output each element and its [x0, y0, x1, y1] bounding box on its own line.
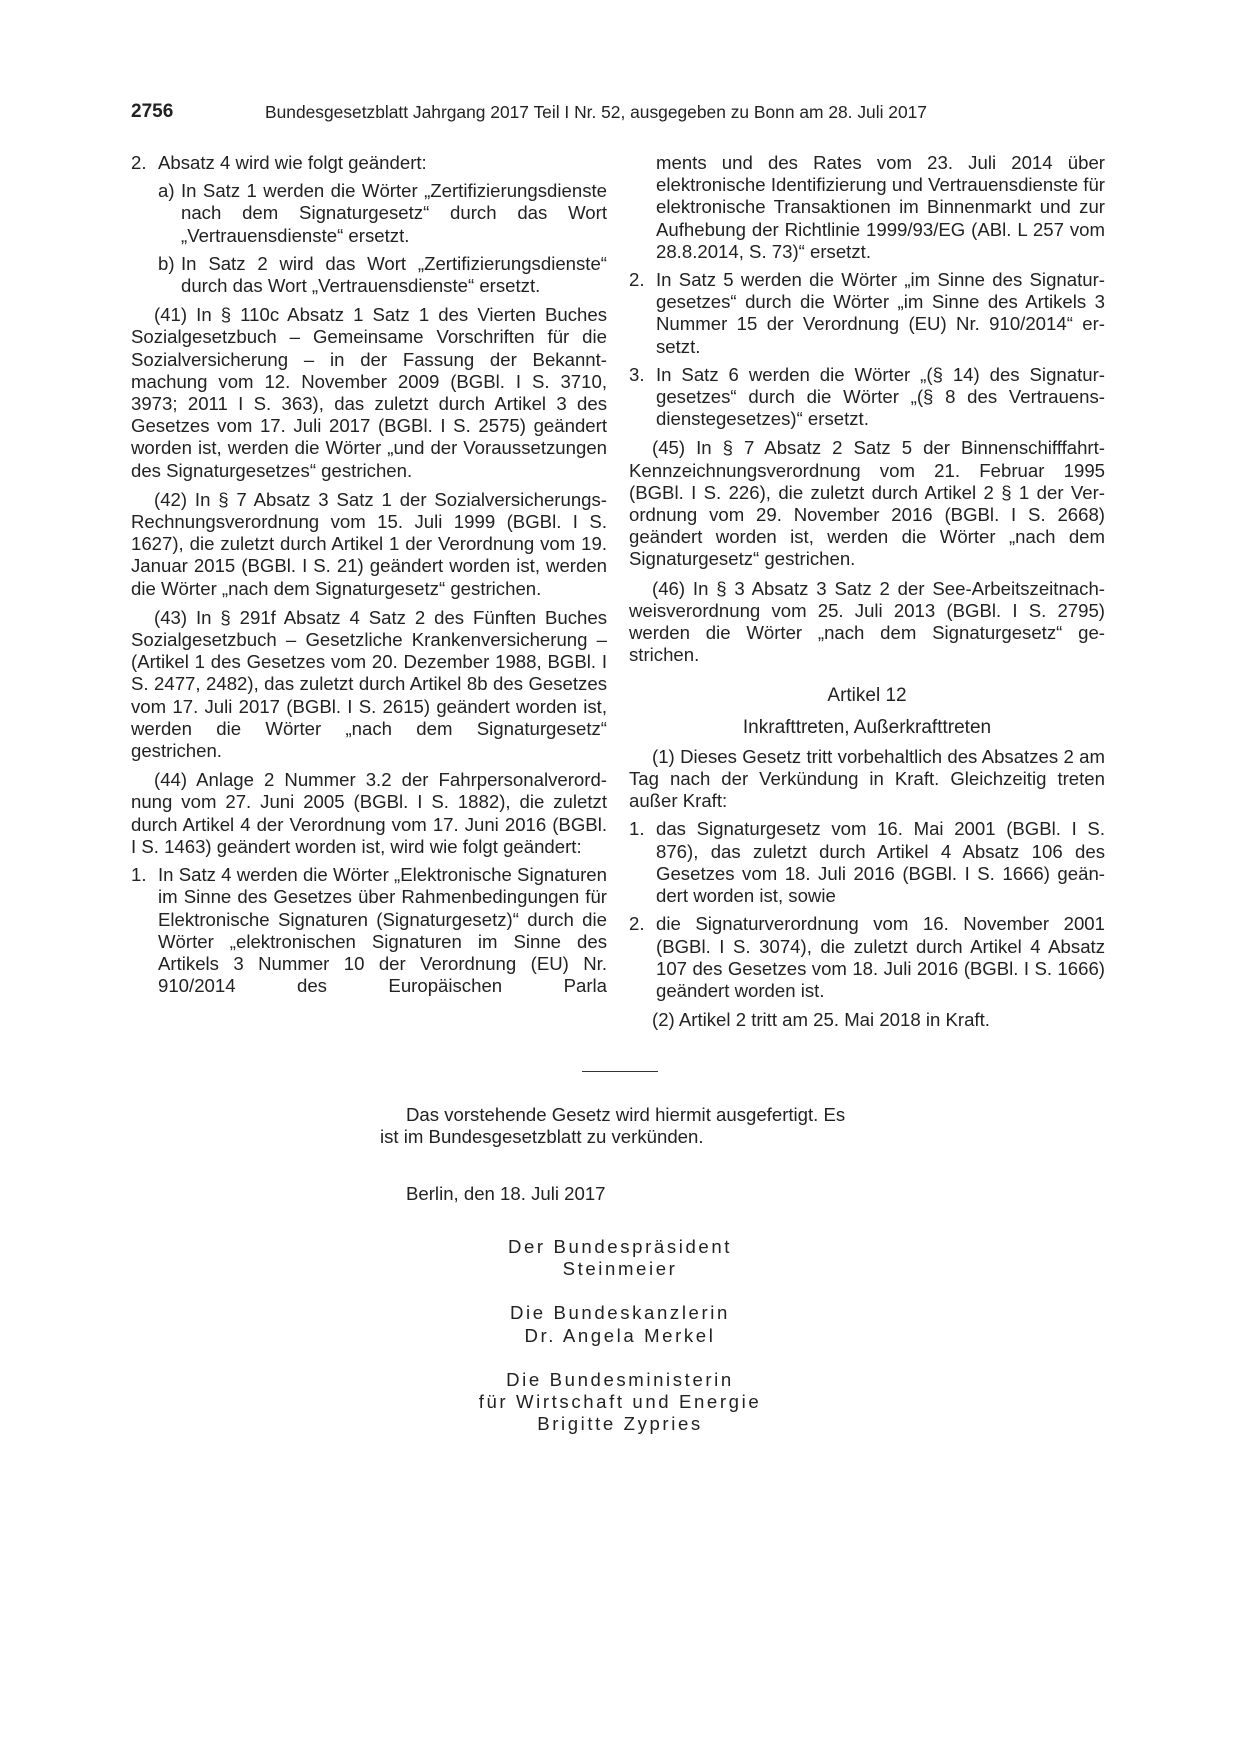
sub-item-text: In Satz 2 wird das Wort „Zertifizierungsdienste“ durch das Wort „Vertrauensdienste“ ersetzt.: [181, 252, 607, 297]
sub-item: [131, 253, 607, 297]
list-item-continued: [629, 152, 1105, 263]
list-item: [629, 364, 1105, 431]
paragraph-41: (41) In § 110c Absatz 1 Satz 1 des Vierten Buches Sozialgesetzbuch – Gemeinsame Vorschriften für die Sozialversicherung – in der Fassung der Bekanntmachung vom 12. November 2009 (BGBl. I S. 3710, 3973; 2011 I S. 363), das zuletzt durch Artikel 3 des Gesetzes vom 17. Juli 2017 (BGBl. I S. 2575) geändert worden ist, werden die Wörter „und der Voraussetzungen des Signaturgesetzes“ gestrichen.: [131, 304, 607, 481]
signatory: [420, 1302, 820, 1346]
item-text: In Satz 5 werden die Wörter „im Sinne des Signaturgesetzes“ durch die Wörter „im Sinne des Artikels 3 Nummer 15 der Verordnung (EU) Nr. 910/2014“ ersetzt.: [656, 269, 1105, 357]
item-number: 3.: [629, 363, 645, 385]
paragraph-42: (42) In § 7 Absatz 3 Satz 1 der Sozialversicherungs-Rechnungsverordnung vom 15. Juli 1999 (BGBl. I S. 1627), die zuletzt durch Artikel 1 der Verordnung vom 19. Januar 2015 (BGBl. I S. 21) geändert worden ist, werden die Wörter „nach dem Signaturgesetz“ gestrichen.: [131, 488, 607, 599]
page-number: 2756: [131, 101, 174, 122]
left-column: [131, 152, 607, 997]
item-text: In Satz 4 werden die Wörter „Elektronische Signaturen im Sinne des Gesetzes über Rahmenbedingungen für Elektronische Signaturen (Signaturgesetz)“ durch die Wörter „elektronischen Signaturen im Sinne des Artikels 3 Nummer 10 der Verordnung (EU) Nr. 910/2014 des Europäischen Parla: [158, 864, 607, 997]
item-number: 2.: [131, 152, 147, 173]
right-column: [629, 152, 1105, 1031]
place-date: Berlin, den 18. Juli 2017: [406, 1183, 606, 1205]
item-text: ments und des Rates vom 23. Juli 2014 über elektronische Identifizierung und Vertrauensdienste für elektronische Transaktionen im Binnenmarkt und zur Aufhebung der Richtlinie 1999/93/EG (ABl. L 257 vom 28.8.2014, S. 73)“ ersetzt.: [656, 152, 1105, 262]
page-header: [131, 101, 1111, 127]
sub-item: [131, 180, 607, 247]
list-item: [131, 152, 607, 174]
article-12-paragraph-2: (2) Artikel 2 tritt am 25. Mai 2018 in Kraft.: [652, 1009, 990, 1031]
signatory: [420, 1236, 820, 1280]
paragraph-43: (43) In § 291f Absatz 4 Satz 2 des Fünften Buches Sozialgesetzbuch – Gesetzliche Krankenversicherung – (Artikel 1 des Gesetzes vom 20. Dezember 1988, BGBl. I S. 2477, 2482), das zuletzt durch Artikel 8b des Gesetzes vom 17. Juli 2017 (BGBl. I S. 2615) geändert worden ist, werden die Wörter „nach dem Signaturgesetz“ gestrichen.: [131, 606, 607, 762]
paragraph-44: (44) Anlage 2 Nummer 3.2 der Fahrpersonalverordnung vom 27. Juni 2005 (BGBl. I S. 1882), die zuletzt durch Artikel 4 der Verordnung vom 17. Juni 2016 (BGBl. I S. 1463) geändert worden ist, wird wie folgt geändert:: [131, 769, 607, 857]
item-number: 1.: [131, 864, 147, 886]
item-text: das Signaturgesetz vom 16. Mai 2001 (BGBl. I S. 876), das zuletzt durch Artikel 4 Absatz 106 des Gesetzes vom 18. Juli 2016 (BGBl. I S. 1666) geändert worden ist, sowie: [656, 818, 1105, 907]
paragraph-45: (45) In § 7 Absatz 2 Satz 5 der Binnenschifffahrt-Kennzeichnungsverordnung vom 21. Februar 1995 (BGBl. I S. 226), die zuletzt durch Artikel 2 § 1 der Verordnung vom 29. November 2016 (BGBl. I S. 2668) geändert worden ist, werden die Wörter „nach dem Signaturgesetz“ gestrichen.: [629, 437, 1105, 570]
signatory-role: Die Bundesministerin: [506, 1368, 734, 1390]
article-title: Inkrafttreten, Außerkrafttreten: [742, 716, 992, 738]
sub-item-text: In Satz 1 werden die Wörter „Zertifizierungsdienste nach dem Signaturgesetz“ durch das Wort „Vertrauensdienste“ ersetzt.: [181, 180, 607, 246]
item-number: 1.: [629, 818, 645, 840]
enactment-line: Das vorstehende Gesetz wird hiermit ausgefertigt. Es: [406, 1104, 846, 1125]
running-head: Bundesgesetzblatt Jahrgang 2017 Teil I Nr. 52, ausgegeben zu Bonn am 28. Juli 2017: [265, 102, 927, 122]
item-number: 2.: [629, 913, 645, 935]
enactment-line: ist im Bundesgesetzblatt zu verkünden.: [380, 1126, 704, 1148]
article-12-paragraph-1: (1) Dieses Gesetz tritt vorbehaltlich des Absatzes 2 am Tag nach der Verkündung in Kraft. Gleichzeitig treten außer Kraft:: [629, 745, 1105, 812]
list-item: [629, 818, 1105, 907]
article-heading: Artikel 12: [827, 685, 907, 707]
item-text: die Signaturverordnung vom 16. November 2001 (BGBl. I S. 3074), die zuletzt durch Artikel 4 Absatz 107 des Gesetzes vom 18. Juli 2016 (BGBl. I S. 1666) geändert worden ist.: [656, 913, 1105, 1001]
signatory-name: Dr. Angela Merkel: [524, 1324, 716, 1346]
signatory-name: Brigitte Zypries: [537, 1413, 703, 1435]
signatory-role: für Wirtschaft und Energie: [478, 1391, 762, 1413]
enactment-block: [380, 1104, 860, 1206]
signature-block: [420, 1236, 820, 1457]
signatory: [420, 1369, 820, 1436]
signatory-role: Der Bundespräsident: [507, 1236, 733, 1257]
list-item: [629, 913, 1105, 1002]
signatory-name: Steinmeier: [562, 1258, 678, 1280]
item-text: In Satz 6 werden die Wörter „(§ 14) des Signaturgesetzes“ durch die Wörter „(§ 8 des Vertrauensdienstegesetzes)“ ersetzt.: [656, 363, 1105, 430]
sub-item-letter: a): [158, 180, 175, 202]
paragraph-46: (46) In § 3 Absatz 3 Satz 2 der See-Arbeitszeitnachweisverordnung vom 25. Juli 2013 (BGBl. I S. 2795) werden die Wörter „nach dem Signaturgesetz“ gestrichen.: [629, 577, 1105, 666]
signatory-role: Die Bundeskanzlerin: [510, 1302, 730, 1324]
item-number: 2.: [629, 269, 645, 291]
list-item: [131, 864, 607, 997]
separator-rule: [582, 1071, 658, 1072]
list-item: [629, 269, 1105, 358]
sub-item-letter: b): [158, 252, 175, 274]
item-text: Absatz 4 wird wie folgt geändert:: [158, 152, 427, 173]
